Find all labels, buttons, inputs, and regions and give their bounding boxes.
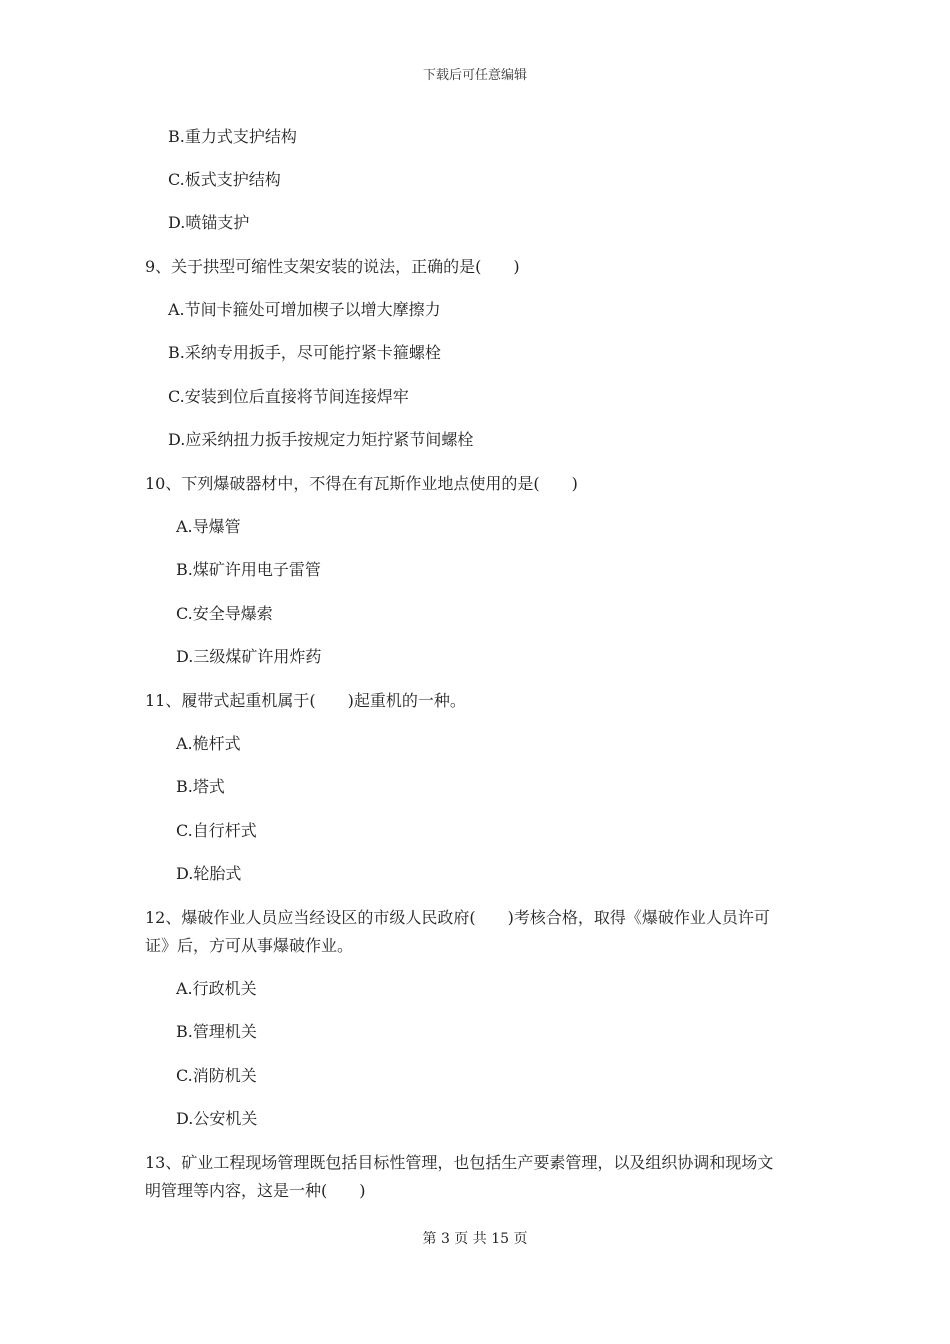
question-13-stem-line-1: 13、矿业工程现场管理既包括目标性管理，也包括生产要素管理，以及组织协调和现场文: [145, 1153, 774, 1172]
question-11-option-a: A.桅杆式: [176, 734, 241, 753]
question-11-stem: 11、履带式起重机属于( )起重机的一种。: [145, 691, 466, 710]
question-12-stem-line-2: 证》后，方可从事爆破作业。: [145, 936, 354, 955]
question-9-stem: 9、关于拱型可缩性支架安装的说法，正确的是( ): [145, 257, 520, 276]
question-12-stem-line-1: 12、爆破作业人员应当经设区的市级人民政府( )考核合格，取得《爆破作业人员许可: [145, 908, 770, 927]
question-10-option-b: B.煤矿许用电子雷管: [176, 560, 321, 579]
question-10-option-c: C.安全导爆索: [176, 604, 273, 623]
question-13-stem-line-2: 明管理等内容，这是一种( ): [145, 1181, 366, 1200]
question-12-option-d: D.公安机关: [176, 1109, 258, 1128]
question-9-option-d: D.应采纳扭力扳手按规定力矩拧紧节间螺栓: [168, 430, 474, 449]
question-10-option-a: A.导爆管: [176, 517, 241, 536]
page-header: 下载后可任意编辑: [422, 68, 527, 83]
question-10-option-d: D.三级煤矿许用炸药: [176, 647, 322, 666]
option-b: B.重力式支护结构: [168, 127, 297, 146]
question-9-option-c: C.安装到位后直接将节间连接焊牢: [168, 387, 409, 406]
question-11-option-b: B.塔式: [176, 777, 225, 796]
option-c: C.板式支护结构: [168, 170, 281, 189]
question-10-stem: 10、下列爆破器材中，不得在有瓦斯作业地点使用的是( ): [145, 474, 578, 493]
question-12-option-c: C.消防机关: [176, 1066, 257, 1085]
question-11-option-d: D.轮胎式: [176, 864, 242, 883]
question-12-option-a: A.行政机关: [176, 979, 257, 998]
question-9-option-b: B.采纳专用扳手，尽可能拧紧卡箍螺栓: [168, 343, 441, 362]
question-12-option-b: B.管理机关: [176, 1022, 257, 1041]
option-d: D.喷锚支护: [168, 213, 250, 232]
page-footer: 第 3 页 共 15 页: [422, 1231, 528, 1247]
question-11-option-c: C.自行杆式: [176, 821, 257, 840]
question-9-option-a: A.节间卡箍处可增加楔子以增大摩擦力: [168, 300, 441, 319]
